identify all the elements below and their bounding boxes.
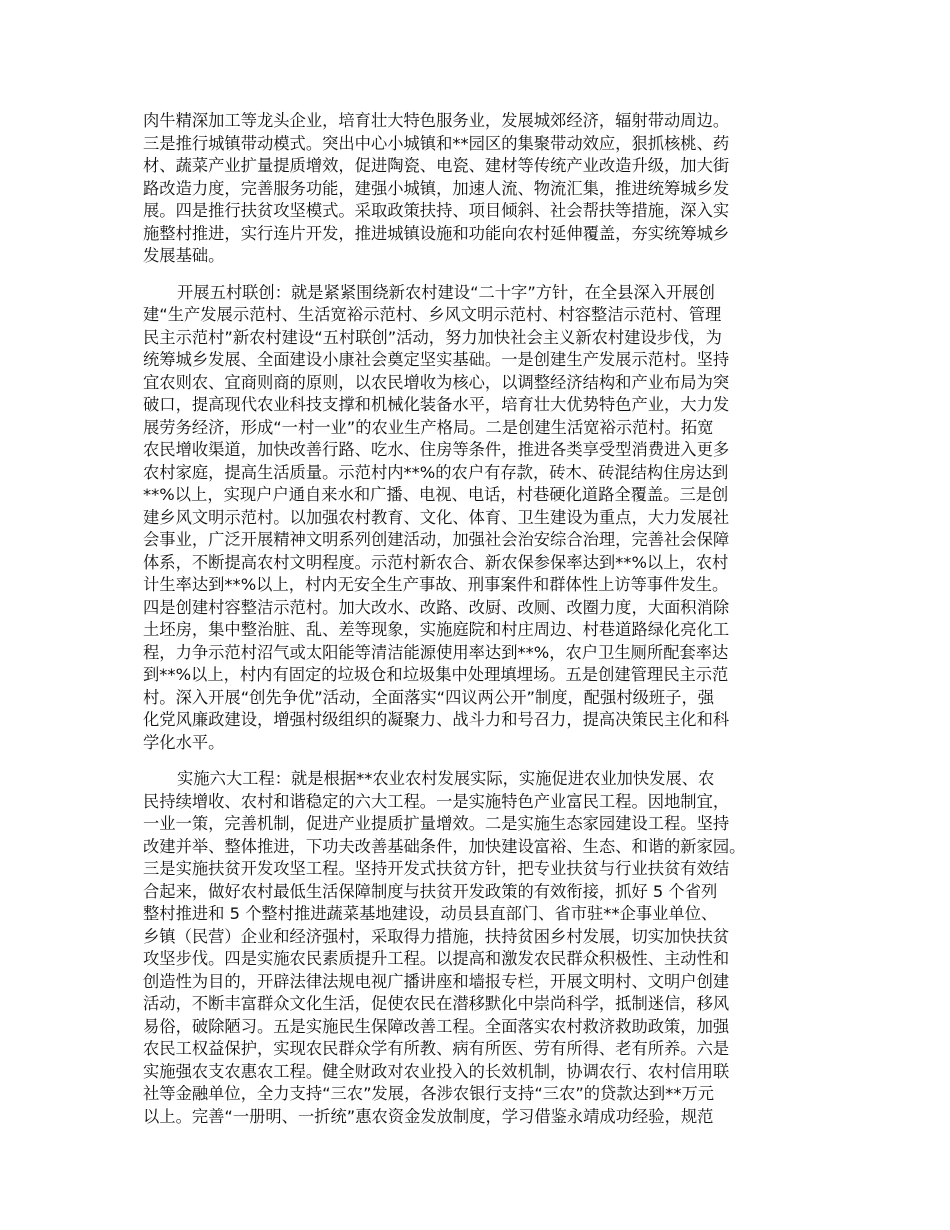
- text-line: 改建并举、整体推进，下功夫改善基础条件，加快建设富裕、生态、和谐的新家园。: [143, 836, 746, 856]
- text-line: 易俗，破除陋习。五是实施民生保障改善工程。全面落实农村救济救助政策，加强: [143, 1016, 730, 1036]
- text-line: 建“生产发展示范村、生活宽裕示范村、乡风文明示范村、村容整洁示范村、管理: [143, 305, 722, 324]
- text-line: 三是推行城镇带动模式。突出中心小城镇和**园区的集聚带动效应，狠抓核桃、药: [143, 133, 730, 153]
- paragraph-gap: [143, 268, 811, 282]
- text-line: 创造性为目的，开辟法律法规电视广播讲座和墙报专栏，开展文明村、文明户创建: [143, 971, 730, 991]
- text-line: 社等金融单位，全力支持“三农”发展，各涉农银行支持“三农”的贷款达到**万元: [143, 1084, 715, 1103]
- text-line: 开展五村联创：就是紧紧围绕新农村建设“二十字”方针，在全县深入开展创: [177, 282, 715, 302]
- text-line: 展劳务经济，形成“一村一业”的农业生产格局。二是创建生活宽裕示范村。拓宽: [143, 417, 714, 437]
- text-line: 三是实施扶贫开发攻坚工程。坚持开发式扶贫方针，把专业扶贫与行业扶贫有效结: [143, 859, 730, 878]
- text-line: 攻坚步伐。四是实施农民素质提升工程。以提高和激发农民群众积极性、主动性和: [143, 949, 730, 968]
- text-line: 土坯房，集中整治脏、乱、差等现象，实施庭院和村庄周边、村巷道路绿化亮化工: [143, 620, 730, 639]
- text-line: 统筹城乡发展、全面建设小康社会奠定坚实基础。一是创建生产发展示范村。坚持: [143, 350, 730, 369]
- text-line: 化党风廉政建设，增强村级组织的凝聚力、战斗力和号召力，提高决策民主化和科: [143, 710, 730, 729]
- text-line: 学化水平。: [143, 732, 225, 752]
- document-page: [143, 110, 811, 1128]
- text-line: 整村推进和 5 个整村推进蔬菜基地建设，动员县直部门、省市驻**企事业单位、: [143, 904, 718, 923]
- text-line: 一业一策，完善机制，促进产业提质扩量增效。二是实施生态家园建设工程。坚持: [143, 814, 730, 833]
- text-line: 建乡风文明示范村。以加强农村教育、文化、体育、卫生建设为重点，大力发展社: [143, 507, 730, 527]
- text-line: 活动，不断丰富群众文化生活，促使农民在潜移默化中崇尚科学，抵制迷信，移风: [143, 994, 730, 1013]
- text-line: 四是创建村容整洁示范村。加大改水、改路、改厨、改厕、改圈力度，大面积消除: [143, 597, 730, 617]
- text-line: 程，力争示范村沼气或太阳能等清洁能源使用率达到**%，农户卫生厕所配套率达: [143, 642, 729, 662]
- text-line: 农民增收渠道，加快改善行路、吃水、住房等条件，推进各类享受型消费进入更多: [143, 440, 730, 459]
- text-line: 计生率达到**%以上，村内无安全生产事故、刑事案件和群体性上访等事件发生。: [143, 575, 729, 594]
- text-line: 材、蔬菜产业扩量提质增效，促进陶瓷、电瓷、建材等传统产业改造升级，加大街: [143, 156, 730, 175]
- text-line: 施整村推进，实行连片开发，推进城镇设施和功能向农村延伸覆盖，夯实统筹城乡: [143, 223, 730, 243]
- text-line: 实施强农支农惠农工程。健全财政对农业投入的长效机制，协调农行、农村信用联: [143, 1061, 730, 1081]
- text-line: 农村家庭，提高生活质量。示范村内**%的农户有存款，砖木、砖混结构住房达到: [143, 462, 729, 482]
- text-line: 实施六大工程：就是根据**农业农村发展实际，实施促进农业加快发展、农: [177, 769, 715, 788]
- text-line: 破口，提高现代农业科技支撑和机械化装备水平，培育壮大优势特色产业，大力发: [143, 395, 730, 414]
- text-line: 以上。完善“一册明、一折统”惠农资金发放制度，学习借鉴永靖成功经验，规范: [143, 1106, 714, 1126]
- text-line: **%以上，实现户户通自来水和广播、电视、电话，村巷硬化道路全覆盖。三是创: [143, 485, 729, 504]
- text-line: 农民工权益保护，实现农民群众学有所教、病有所医、劳有所得、老有所养。六是: [143, 1039, 730, 1058]
- text-line: 展。四是推行扶贫攻坚模式。采取政策扶持、项目倾斜、社会帮扶等措施，深入实: [143, 201, 730, 220]
- text-line: 肉牛精深加工等龙头企业，培育壮大特色服务业，发展城郊经济，辐射带动周边。: [143, 111, 730, 130]
- text-line: 乡镇（民营）企业和经济强村，采取得力措施，扶持贫困乡村发展，切实加快扶贫: [143, 926, 730, 946]
- paragraph: [143, 110, 811, 268]
- paragraph: [143, 282, 811, 755]
- paragraph-gap: [143, 754, 811, 768]
- text-line: 发展基础。: [143, 246, 225, 265]
- text-line: 民主示范村”新农村建设“五村联创”活动，努力加快社会主义新农村建设步伐，为: [143, 327, 722, 347]
- text-line: 到**%以上，村内有固定的垃圾仓和垃圾集中处理填埋场。五是创建管理民主示范: [143, 665, 729, 684]
- text-line: 村。深入开展“创先争优”活动，全面落实“四议两公开”制度，配强村级班子，强: [143, 687, 715, 707]
- paragraph: [143, 768, 811, 1128]
- text-line: 合起来，做好农村最低生活保障制度与扶贫开发政策的有效衔接，抓好 5 个省列: [143, 881, 718, 901]
- text-line: 会事业，广泛开展精神文明系列创建活动，加强社会治安综合治理，完善社会保障: [143, 530, 730, 549]
- text-line: 民持续增收、农村和谐稳定的六大工程。一是实施特色产业富民工程。因地制宜，: [143, 791, 730, 811]
- text-line: 体系，不断提高农村文明程度。示范村新农合、新农保参保率达到**%以上，农村: [143, 552, 729, 572]
- text-line: 路改造力度，完善服务功能，建强小城镇，加速人流、物流汇集，推进统筹城乡发: [143, 178, 730, 198]
- text-line: 宜农则农、宜商则商的原则，以农民增收为核心，以调整经济结构和产业布局为突: [143, 372, 730, 392]
